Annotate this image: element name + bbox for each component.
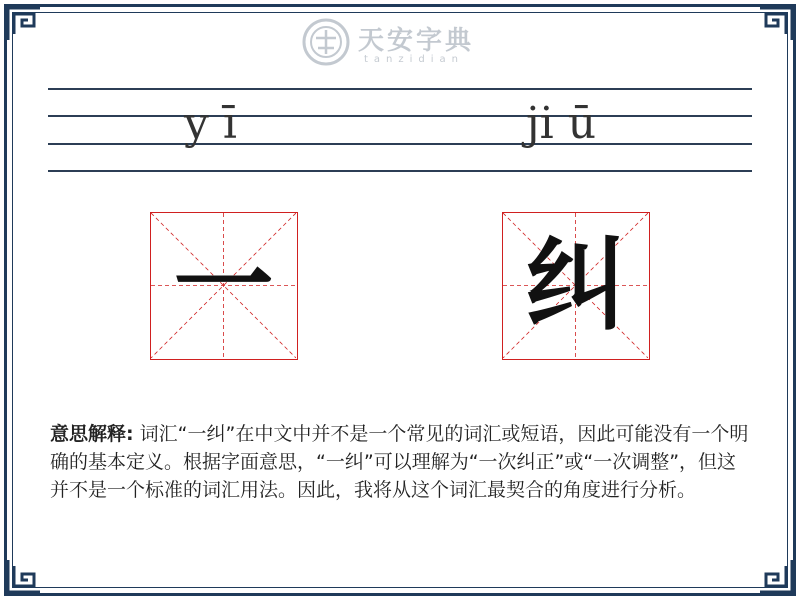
- pinyin-first: y ī: [184, 98, 237, 149]
- staff-line: [48, 115, 752, 117]
- character-glyph-second: 纠: [525, 227, 626, 344]
- character-glyph-first: 一: [173, 227, 274, 344]
- logo-seal-icon: [302, 18, 350, 66]
- definition-paragraph: [50, 420, 750, 504]
- staff-line: [48, 170, 752, 172]
- staff-line: [48, 143, 752, 145]
- character-grid-first: [150, 212, 298, 360]
- corner-ornament-icon: [756, 4, 796, 44]
- character-grid-second: [502, 212, 650, 360]
- definition-text: 词汇“一纠”在中文中并不是一个常见的词汇或短语，因此可能没有一个明确的基本定义。根据字面意思，“一纠”可以理解为“一次纠正”或“一次调整”，但这并不是一个标准的词汇用法。因此，我将从这个词汇最契合的角度进行分析。: [50, 423, 749, 501]
- corner-ornament-icon: [756, 556, 796, 596]
- pinyin-second: ji ū: [526, 98, 597, 149]
- pinyin-staff: [48, 88, 752, 174]
- corner-ornament-icon: [4, 556, 44, 596]
- logo-title: 天安字典: [358, 26, 475, 56]
- site-logo: [302, 16, 502, 70]
- corner-ornament-icon: [4, 4, 44, 44]
- logo-subtitle: tanzidian: [364, 54, 465, 65]
- staff-line: [48, 88, 752, 90]
- definition-label: 意思解释:: [50, 423, 134, 445]
